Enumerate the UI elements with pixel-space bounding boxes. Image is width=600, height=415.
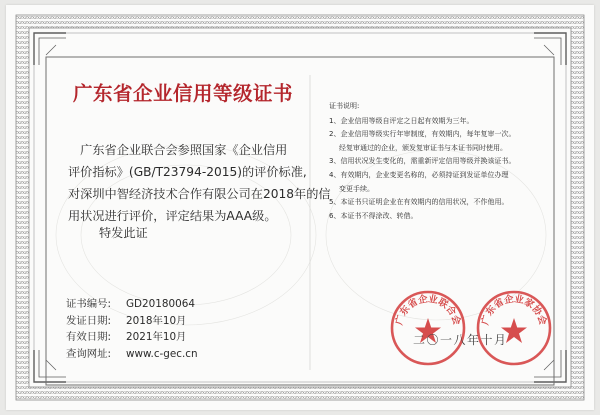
corner-ornament-top-left [34, 33, 66, 65]
corner-ornament-top-right [534, 33, 566, 65]
certificate [6, 5, 594, 410]
body-line: 对深圳中智经济技术合作有限公司在2018年的信 [68, 187, 331, 201]
note-line: 1、企业信用等级自评定之日起有效期为三年。 [329, 116, 474, 125]
meta-label: 证书编号: [66, 298, 112, 310]
note-line: 2、企业信用等级实行年审制度，有效期内，每年复审一次。 [329, 130, 516, 139]
body-line: 广东省企业联合会参照国家《企业信用 [68, 143, 288, 157]
notes-title: 证书说明: [329, 102, 360, 110]
certificate-notes [329, 100, 554, 223]
meta-row-valid-date [66, 329, 198, 346]
closing-phrase: 特发此证 [99, 226, 148, 240]
certificate-body [68, 139, 340, 227]
body-line: 用状况进行评价，评定结果为AAA级。 [68, 209, 277, 223]
meta-label: 查询网址: [66, 348, 112, 361]
meta-value: 2018年10月 [126, 314, 187, 327]
meta-value: 2021年10月 [126, 331, 187, 344]
certificate-title: 广东省企业信用等级证书 [72, 82, 293, 105]
seal-text: 广东省企业家协会 [479, 293, 549, 327]
note-line: 变更手续。 [339, 184, 374, 193]
meta-row-number [66, 296, 198, 313]
issue-date-chinese: 二〇一八年十月 [413, 333, 508, 347]
meta-row-issue-date [66, 313, 198, 330]
certificate-meta [66, 296, 198, 363]
body-line: 评价指标》(GB/T23794-2015)的评价标准, [68, 165, 307, 179]
corner-ornament-bottom-left [34, 350, 66, 382]
meta-row-website [66, 346, 198, 363]
note-line: 6、本证书不得涂改、转借。 [329, 211, 418, 220]
seal-federation [388, 288, 468, 368]
seal-entrepreneurs [474, 288, 554, 368]
note-line: 5、本证书只证明企业在有效期内的信用状况，不作他用。 [329, 198, 509, 207]
meta-label: 发证日期: [66, 314, 112, 327]
meta-label: 有效日期: [66, 331, 112, 344]
note-line: 4、有效期内，企业变更名称的，必须持证到发证单位办理 [329, 170, 509, 179]
note-line: 3、信用状况发生变化的，需重新评定信用等级并换该证书。 [329, 157, 516, 166]
meta-value: www.c-gec.cn [126, 348, 198, 361]
note-line: 经复审通过的企业，颁发复审证书与本证书同时使用。 [339, 143, 507, 152]
meta-value: GD20180064 [126, 298, 195, 310]
seal-text: 广东省企业联合会 [393, 293, 463, 327]
